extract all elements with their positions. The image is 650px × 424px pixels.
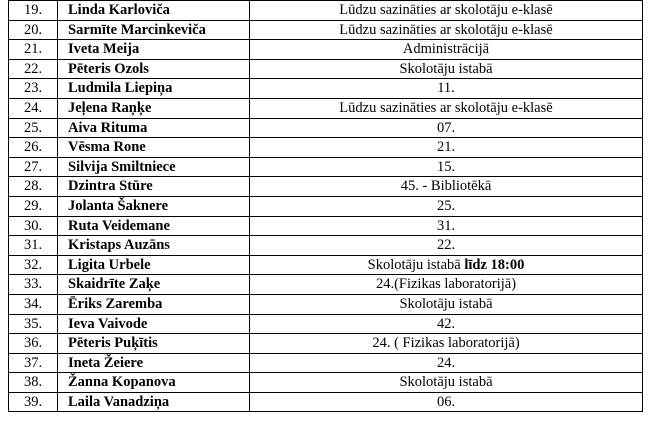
location-text: 24. ( Fizikas laboratorijā) — [372, 335, 520, 352]
row-number: 20. — [9, 20, 58, 40]
table-row — [9, 236, 643, 256]
teacher-location — [250, 255, 643, 275]
location-text: Lūdzu sazināties ar skolotāju e-klasē — [339, 2, 553, 18]
teacher-name: Laila Vanadziņa — [58, 392, 250, 412]
teacher-location — [250, 1, 643, 21]
location-text: 42. — [436, 315, 456, 332]
teacher-location — [250, 79, 643, 99]
teacher-location — [250, 157, 643, 177]
teacher-location — [250, 40, 643, 60]
table-row — [9, 216, 643, 236]
teacher-location — [250, 98, 643, 118]
row-number: 24. — [9, 98, 58, 118]
location-text: 45. - Bibliotēkā — [400, 178, 492, 195]
teacher-location — [250, 59, 643, 79]
row-number: 25. — [9, 118, 58, 138]
table-row — [9, 79, 643, 99]
row-number: 39. — [9, 392, 58, 412]
table-row — [9, 1, 643, 21]
location-text: Administrācijā — [402, 41, 490, 58]
table-row — [9, 353, 643, 373]
table-row — [9, 392, 643, 412]
teacher-name: Kristaps Auzāns — [58, 236, 250, 256]
row-number: 34. — [9, 294, 58, 314]
table-body — [9, 1, 643, 412]
table-row — [9, 59, 643, 79]
teacher-name: Jeļena Raņķe — [58, 98, 250, 118]
row-number: 26. — [9, 138, 58, 158]
location-text: 07. — [436, 119, 456, 136]
teacher-name: Ligita Urbele — [58, 255, 250, 275]
teacher-name: Silvija Smiltniece — [58, 157, 250, 177]
row-number: 23. — [9, 79, 58, 99]
teacher-name: Ineta Žeiere — [58, 353, 250, 373]
teacher-name: Ieva Vaivode — [58, 314, 250, 334]
teacher-location — [250, 216, 643, 236]
row-number: 22. — [9, 59, 58, 79]
teacher-name: Pēteris Ozols — [58, 59, 250, 79]
table-row — [9, 157, 643, 177]
row-number: 29. — [9, 196, 58, 216]
teacher-location — [250, 236, 643, 256]
teacher-name: Jolanta Šaknere — [58, 196, 250, 216]
row-number: 27. — [9, 157, 58, 177]
teacher-name: Pēteris Puķītis — [58, 334, 250, 354]
row-number: 38. — [9, 373, 58, 393]
location-text: Skolotāju istabā — [367, 256, 465, 273]
teacher-name: Sarmīte Marcinkeviča — [58, 20, 250, 40]
teacher-location — [250, 275, 643, 295]
row-number: 28. — [9, 177, 58, 197]
teacher-name: Aiva Rituma — [58, 118, 250, 138]
table-row — [9, 98, 643, 118]
teacher-name: Ludmila Liepiņa — [58, 79, 250, 99]
location-text: 11. — [437, 80, 455, 97]
location-text: 22. — [436, 237, 456, 254]
location-text: 24. — [436, 354, 456, 371]
row-number: 31. — [9, 236, 58, 256]
table-row — [9, 196, 643, 216]
row-number: 30. — [9, 216, 58, 236]
teacher-location — [250, 353, 643, 373]
table-row — [9, 334, 643, 354]
location-text: 24.(Fizikas laboratorijā) — [375, 276, 517, 293]
table-row — [9, 275, 643, 295]
table-row — [9, 20, 643, 40]
teacher-location — [250, 118, 643, 138]
teacher-name: Žanna Kopanova — [58, 373, 250, 393]
teacher-location-table — [8, 0, 643, 412]
teacher-location — [250, 20, 643, 40]
teacher-name: Ēriks Zaremba — [58, 294, 250, 314]
table-row — [9, 138, 643, 158]
location-text: 21. — [436, 139, 456, 156]
row-number: 36. — [9, 334, 58, 354]
location-text: Skolotāju istabā — [399, 60, 493, 77]
location-time-emphasis: līdz 18:00 — [464, 256, 525, 273]
location-text: 31. — [436, 217, 456, 234]
teacher-name: Ruta Veidemane — [58, 216, 250, 236]
table-row — [9, 373, 643, 393]
location-text: Lūdzu sazināties ar skolotāju e-klasē — [339, 99, 553, 116]
row-number: 33. — [9, 275, 58, 295]
teacher-location — [250, 177, 643, 197]
teacher-name: Vēsma Rone — [58, 138, 250, 158]
teacher-location — [250, 138, 643, 158]
location-text: 25. — [436, 197, 456, 214]
teacher-location — [250, 392, 643, 412]
row-number: 32. — [9, 255, 58, 275]
teacher-name: Linda Karloviča — [58, 1, 250, 21]
row-number: 35. — [9, 314, 58, 334]
location-text: 15. — [436, 158, 456, 175]
table-row — [9, 40, 643, 60]
teacher-name: Dzintra Stūre — [58, 177, 250, 197]
row-number: 19. — [9, 1, 58, 21]
teacher-location — [250, 314, 643, 334]
teacher-location — [250, 334, 643, 354]
table-row — [9, 177, 643, 197]
teacher-location — [250, 373, 643, 393]
location-text: Lūdzu sazināties ar skolotāju e-klasē — [339, 21, 553, 38]
table-row — [9, 314, 643, 334]
row-number: 37. — [9, 353, 58, 373]
location-text: Skolotāju istabā — [399, 295, 493, 312]
location-text: 06. — [436, 393, 456, 410]
row-number: 21. — [9, 40, 58, 60]
location-text: Skolotāju istabā — [399, 374, 493, 391]
teacher-location — [250, 294, 643, 314]
teacher-name: Skaidrīte Zaķe — [58, 275, 250, 295]
teacher-location — [250, 196, 643, 216]
teacher-name: Iveta Meija — [58, 40, 250, 60]
table-row — [9, 255, 643, 275]
table-row — [9, 118, 643, 138]
table-row — [9, 294, 643, 314]
